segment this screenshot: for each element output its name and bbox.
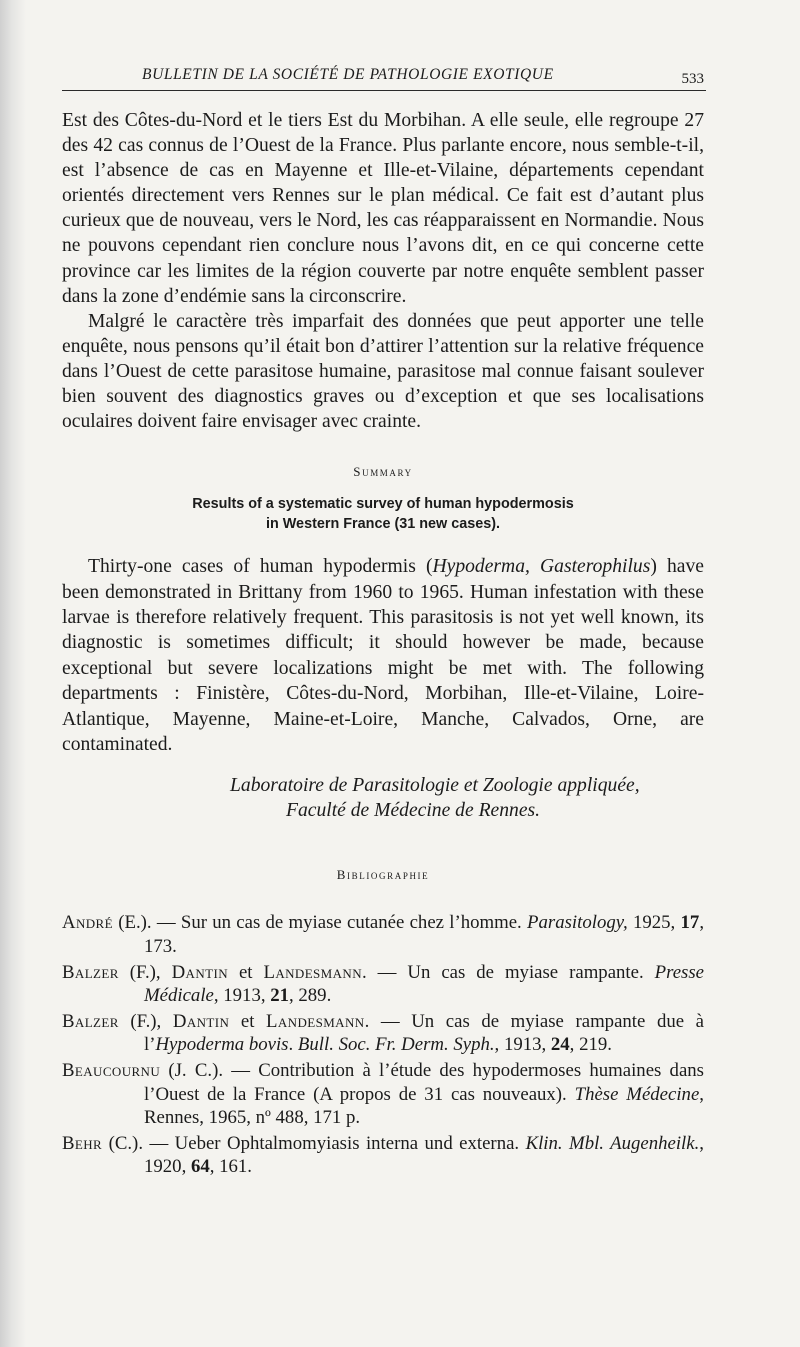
ref-text: , 173. <box>144 912 705 958</box>
ref-text: 1925, <box>627 912 681 934</box>
summary-heading-line1: Results of a systematic survey of human hypodermosis <box>192 496 574 513</box>
ref-text: , 1913, <box>494 1034 551 1056</box>
ref-journal: Klin. Mbl. Augenheilk. <box>525 1132 700 1154</box>
affiliation <box>62 773 704 823</box>
ref-text: , 219. <box>569 1034 612 1056</box>
ref-volume: 24 <box>550 1034 570 1056</box>
body-paragraph-1: Est des Côtes-du-Nord et le tiers Est du Morbihan. A elle seule, elle regroupe 27 des 42 cas connus de l’Ouest de la France. Plus parlante encore, nous semble-t-il, est l’absence de cas en Mayenne et Ille-et-Vilaine, départements cependant orientés directement vers Rennes sur le plan médical. Ce fait est d’autant plus curieux que de nouveau, vers le Nord, les cas réapparaissent en Normandie. Nous ne pouvons cependant rien conclure nous l’avons dit, en ce qui concerne cette province car les limites de la région couverte par notre enquête semblent passer dans la zone d’endémie sans la circonscrire. <box>62 110 704 307</box>
reference-item <box>62 1132 704 1179</box>
ref-text: (J. C.). — Contribution à l’étude des hypodermoses humaines dans l’Ouest de la France (A propos de 31 cas nouveaux). <box>144 1060 704 1105</box>
ref-journal: Presse Médicale <box>144 961 704 1007</box>
summary-text <box>62 554 704 757</box>
ref-text: , 1920, <box>144 1132 704 1178</box>
ref-text: et <box>229 1010 267 1032</box>
reference-list <box>62 911 704 1179</box>
summary-text-rest: ) have been demonstrated in Brittany from 1960 to 1965. Human infestation with these larvae is therefore relatively frequent. This parasitosis is not yet well known, its diagnostic is sometimes difficult; it should however be made, because exceptional but severe localizations might be met with. The following departments : Finistère, Côtes-du-Nord, Morbihan, Ille-et-Vilaine, Loire-Atlantique, Mayenne, Maine-et-Loire, Manche, Calvados, Orne, are contaminated. <box>62 556 704 756</box>
affiliation-line2: Faculté de Médecine de Rennes. <box>286 800 541 822</box>
ref-text: (C.). — Ueber Ophtalmomyiasis interna und externa. <box>102 1132 526 1154</box>
running-title: BULLETIN DE LA SOCIÉTÉ DE PATHOLOGIE EXOTIQUE <box>142 66 554 83</box>
ref-journal: Thèse Médecine <box>574 1083 700 1105</box>
ref-volume: 21 <box>270 985 289 1007</box>
ref-text: , 1913, <box>213 985 271 1007</box>
ref-author: Landesmann <box>266 1010 365 1032</box>
ref-text: . — Un cas de myiase rampante. <box>362 961 655 983</box>
article-body <box>62 108 704 1181</box>
ref-volume: 17 <box>680 912 700 934</box>
ref-author: Balzer <box>62 961 119 983</box>
ref-author: Dantin <box>171 961 228 983</box>
ref-species: Hypoderma bovis <box>155 1034 289 1056</box>
page-number: 533 <box>681 71 704 87</box>
page-header <box>62 66 706 91</box>
summary-heading-line2: in Western France (31 new cases). <box>265 516 501 533</box>
ref-text: et <box>227 961 264 983</box>
ref-text: . — Un cas de myiase rampante due à l’ <box>144 1010 704 1056</box>
ref-text: , 289. <box>289 985 332 1007</box>
summary-genera: Hypoderma, Gasterophilus <box>432 556 651 578</box>
bibliography-title: Bibliographie <box>336 867 430 883</box>
summary-heading <box>62 494 704 534</box>
body-paragraph-2: Malgré le caractère très imparfait des données que peut apporter une telle enquête, nous pensons qu’il était bon d’attirer l’attention sur la relative fréquence dans l’Ouest de cette parasitose humaine, parasitose mal connue faisant soulever bien souvent des diagnostics graves ou d’exception et que ses localisations oculaires doivent faire envisager avec crainte. <box>62 310 704 433</box>
ref-text: , 161. <box>209 1156 252 1178</box>
reference-item <box>62 1059 704 1130</box>
ref-author: Behr <box>62 1132 103 1154</box>
reference-item <box>62 961 704 1008</box>
ref-author: Balzer <box>62 1010 119 1032</box>
summary-title: Summary <box>353 464 413 480</box>
ref-author: André <box>62 912 113 934</box>
affiliation-line1: Laboratoire de Parasitologie et Zoologie appliquée, <box>230 775 640 797</box>
ref-author: Dantin <box>172 1010 230 1032</box>
ref-author: Landesmann <box>263 961 363 983</box>
ref-author: Beaucournu <box>62 1060 161 1082</box>
ref-volume: 64 <box>190 1156 210 1178</box>
ref-journal: Bull. Soc. Fr. Derm. Syph. <box>297 1034 495 1056</box>
ref-text: (F.), <box>118 1010 173 1032</box>
ref-text: (F.), <box>118 961 172 983</box>
scan-binding-shadow <box>0 0 26 1347</box>
ref-text: , Rennes, 1965, nº 488, 171 p. <box>144 1083 704 1129</box>
ref-text: . <box>288 1034 298 1056</box>
summary-text-start: Thirty-one cases of human hypodermis ( <box>88 556 433 578</box>
reference-item <box>62 1010 704 1057</box>
ref-text: (E.). — Sur un cas de myiase cutanée chez l’homme. <box>112 912 528 934</box>
ref-journal: Parasitology, <box>527 912 628 934</box>
reference-item <box>62 911 704 958</box>
